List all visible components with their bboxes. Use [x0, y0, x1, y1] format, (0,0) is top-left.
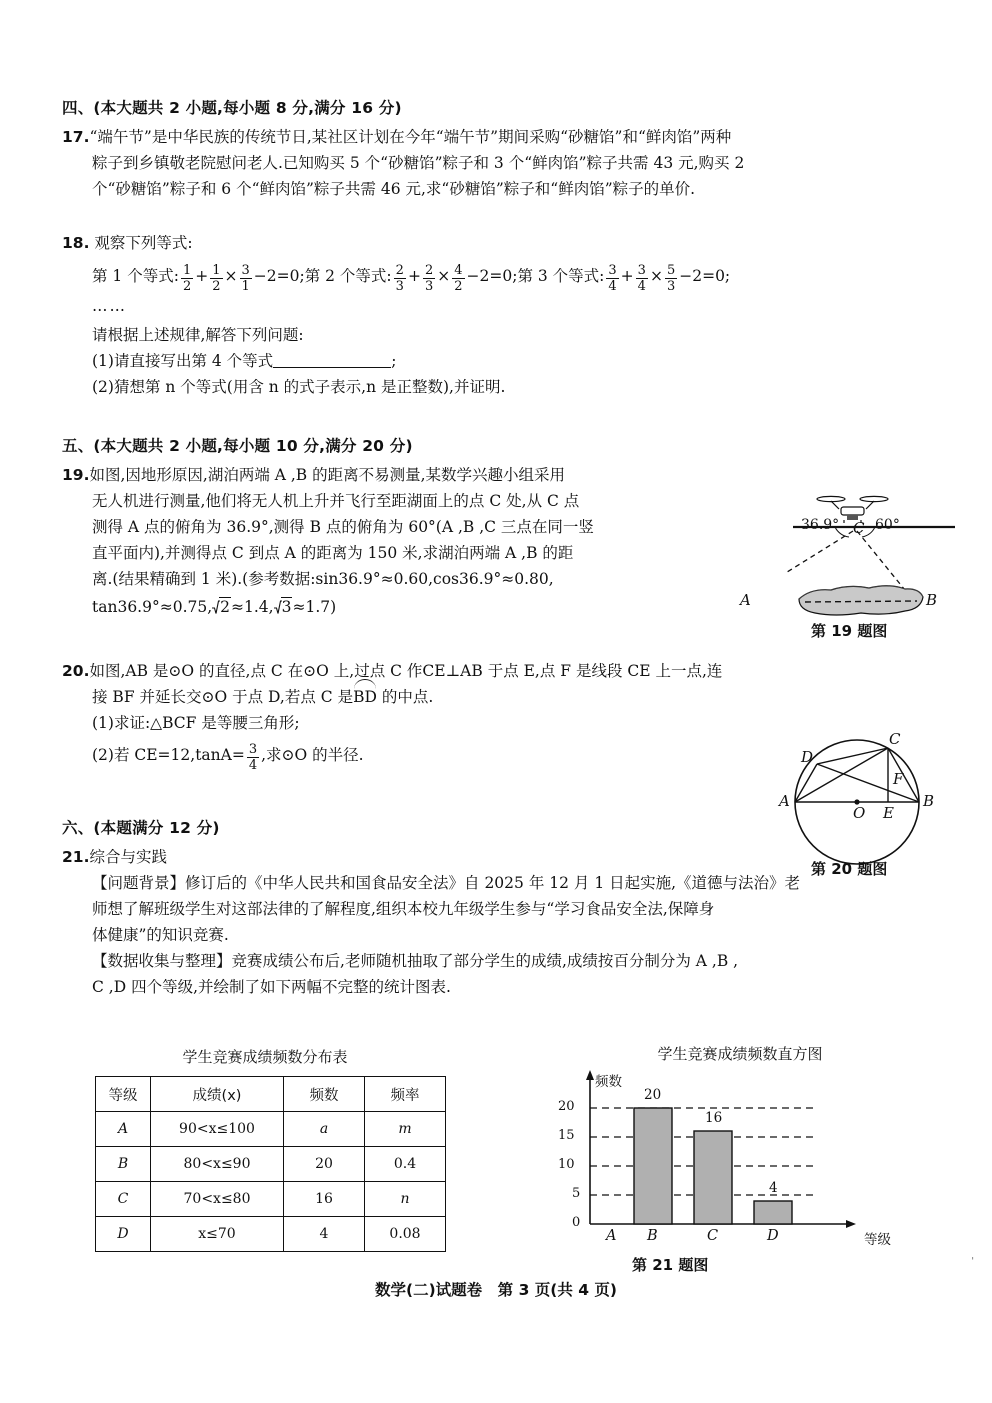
q20-line2-a: 接 BF 并延长交⊙O 于点 D,若点 C 是 — [92, 688, 354, 706]
point-label-e: E — [883, 804, 894, 822]
cell-grade: D — [96, 1217, 151, 1252]
den: 3 — [424, 278, 434, 294]
q19-line-5: 离.(结果精确到 1 米).(参考数据:sin36.9°≈0.60,cos36.9°≈0.80, — [92, 570, 554, 588]
q18-eq2-times: × — [437, 267, 451, 285]
q18-prompt: 请根据上述规律,解答下列问题: — [92, 326, 304, 344]
q18-ellipsis: …… — [92, 297, 127, 315]
x-tick-D: D — [767, 1228, 779, 1244]
q18-stem-text: 观察下列等式: — [94, 234, 193, 252]
cell-rate: m — [365, 1112, 446, 1147]
cell-frequency: a — [284, 1112, 365, 1147]
cell-score: 90<x≤100 — [151, 1112, 284, 1147]
q18-eq1-tail: −2=0; — [253, 267, 305, 285]
den: 3 — [666, 278, 676, 294]
den: 4 — [248, 757, 258, 773]
question-18 — [62, 230, 942, 400]
q18-eq1-frac2 — [210, 264, 222, 294]
den: 3 — [395, 278, 404, 294]
table-header-rate: 频率 — [365, 1077, 446, 1112]
figure-20 — [775, 730, 960, 900]
angle-label-left: 36.9° — [801, 517, 840, 533]
q18-eq2-label: 第 2 个等式: — [304, 267, 392, 285]
point-label-f: F — [893, 770, 904, 788]
cell-frequency: 4 — [284, 1217, 365, 1252]
q18-eq2-tail: −2=0; — [466, 267, 518, 285]
sqrt-2 — [212, 598, 231, 616]
q18-stem — [62, 230, 942, 256]
num: 1 — [212, 262, 221, 278]
den: 2 — [454, 278, 463, 294]
q18-eq2-plus: + — [407, 267, 421, 285]
cell-grade: A — [96, 1112, 151, 1147]
point-label-b: B — [923, 792, 935, 810]
q21-background-label: 【问题背景】 — [92, 874, 186, 892]
figure-20-caption: 第 20 题图 — [811, 860, 888, 878]
num: 2 — [395, 262, 404, 278]
scan-artifact: ' — [971, 1257, 974, 1267]
frequency-table-wrap — [95, 1076, 446, 1252]
q17-text-1: “端午节”是中华民族的传统节日,某社区计划在今年“端午节”期间采购“砂糖馅”和“鲜肉馅”两种 — [89, 128, 732, 146]
q18-eq1-times: × — [224, 267, 238, 285]
den: 1 — [241, 278, 250, 294]
q20-fraction-three-quarters — [247, 743, 259, 773]
point-label-c: C — [853, 519, 865, 537]
x-axis-label: 等级 — [864, 1232, 891, 1248]
q19-line-4: 直平面内),并测得点 C 到点 A 的距离为 150 米,求湖泊两端 A ,B 的距 — [92, 544, 574, 562]
table-header-frequency: 频数 — [284, 1077, 365, 1112]
question-17 — [62, 124, 942, 202]
num: 3 — [637, 262, 646, 278]
q19-line-2: 无人机进行测量,他们将无人机上升并飞行至距湖面上的点 C 处,从 C 点 — [92, 492, 580, 510]
bar-value-C: 16 — [705, 1110, 723, 1126]
q21-data-text-1: 竞赛成绩公布后,老师随机抽取了部分学生的成绩,成绩按百分制分为 A ,B , — [231, 952, 739, 970]
cell-rate: 0.08 — [365, 1217, 446, 1252]
figure-19-caption: 第 19 题图 — [811, 622, 888, 640]
q18-eq3-frac2 — [636, 264, 648, 294]
q18-eq2-frac2 — [423, 264, 435, 294]
section-heading-4: 四、(本大题共 2 小题,每小题 8 分,满分 16 分) — [62, 99, 402, 117]
figure-19 — [740, 487, 962, 652]
cell-rate: 0.4 — [365, 1147, 446, 1182]
q17-line-3: 个“砂糖馅”粽子和 6 个“鲜肉馅”粽子共需 46 元,求“砂糖馅”粽子和“鲜肉馅”粽子的单价. — [92, 180, 696, 198]
cell-grade: B — [96, 1147, 151, 1182]
q21-background-line-3: 体健康”的知识竞赛. — [92, 926, 229, 944]
section-heading-6: 六、(本题满分 12 分) — [62, 819, 220, 837]
bar-chart-title: 学生竞赛成绩频数直方图 — [657, 1045, 823, 1063]
q20-text-1: 如图,AB 是⊙O 的直径,点 C 在⊙O 上,过点 C 作CE⊥AB 于点 E,点 F 是线段 CE 上一点,连 — [89, 662, 723, 680]
figure-21-caption: 第 21 题图 — [632, 1256, 709, 1274]
table-row — [96, 1112, 446, 1147]
point-label-o: O — [853, 804, 866, 822]
q18-eq3-frac1 — [606, 264, 618, 294]
q20-line2-b: 的中点. — [376, 688, 434, 706]
page-footer: 数学(二)试题卷 第 3 页(共 4 页) — [375, 1281, 617, 1299]
q19-line6-pre: tan36.9°≈0.75, — [92, 598, 213, 616]
den: 4 — [608, 278, 617, 294]
angle-label-right: 60° — [875, 517, 900, 533]
bar-value-B: 20 — [644, 1087, 662, 1103]
q19-line6-end: ≈1.7) — [292, 598, 337, 616]
y-tick-15: 15 — [558, 1128, 575, 1143]
q20-sub-1: (1)求证:△BCF 是等腰三角形; — [92, 714, 300, 732]
q18-eq2-frac3 — [452, 264, 464, 294]
q21-data-label: 【数据收集与整理】 — [92, 952, 232, 970]
x-axis-arrow — [846, 1220, 856, 1228]
frequency-table-title: 学生竞赛成绩频数分布表 — [182, 1048, 348, 1066]
table-header-grade: 等级 — [96, 1077, 151, 1112]
den: 4 — [637, 278, 646, 294]
num: 5 — [666, 262, 676, 278]
q20-line-1 — [62, 658, 942, 684]
y-tick-5: 5 — [572, 1186, 581, 1201]
q18-equations — [62, 256, 942, 296]
q18-eq3-tail: −2=0; — [679, 267, 731, 285]
den: 2 — [212, 278, 221, 294]
num: 2 — [424, 262, 434, 278]
q18-sub1-text: (1)请直接写出第 4 个等式 — [92, 352, 274, 370]
den: 2 — [182, 278, 192, 294]
q19-text-1: 如图,因地形原因,湖泊两端 A ,B 的距离不易测量,某数学兴趣小组采用 — [89, 466, 566, 484]
bar-B — [634, 1108, 672, 1224]
q18-sub-1 — [62, 348, 942, 374]
q18-sub-2: (2)猜想第 n 个等式(用含 n 的式子表示,n 是正整数),并证明. — [92, 378, 506, 396]
num: 1 — [182, 262, 192, 278]
q18-eq1-frac1 — [181, 264, 193, 294]
y-tick-10: 10 — [558, 1157, 575, 1172]
table-row — [96, 1147, 446, 1182]
radicand: 3 — [281, 598, 292, 616]
bar-chart — [548, 1068, 938, 1274]
y-axis-arrow — [586, 1070, 594, 1080]
q18-eq1-label: 第 1 个等式: — [92, 267, 179, 285]
q21-number: 21. — [62, 848, 90, 866]
cell-frequency: 20 — [284, 1147, 365, 1182]
table-header-score: 成绩(x) — [151, 1077, 284, 1112]
radicand: 2 — [220, 598, 231, 616]
q20-number: 20. — [62, 662, 90, 680]
point-label-b: B — [926, 591, 938, 609]
q21-background-text-1: 修订后的《中华人民共和国食品安全法》自 2025 年 12 月 1 日起实施,《道德与法治》老 — [185, 874, 801, 892]
q18-answer-blank[interactable] — [273, 352, 391, 368]
q18-eq2-frac1 — [394, 264, 406, 294]
y-axis-label: 频数 — [595, 1074, 622, 1090]
point-label-c: C — [889, 730, 901, 748]
point-label-a: A — [779, 792, 790, 810]
lake-shape — [799, 586, 923, 615]
table-row — [96, 1217, 446, 1252]
cell-score: x≤70 — [151, 1217, 284, 1252]
bar-C — [694, 1131, 732, 1224]
point-label-a: A — [740, 591, 751, 609]
q19-line-1 — [62, 462, 782, 488]
cell-rate: n — [365, 1182, 446, 1217]
q20-line-2 — [62, 684, 942, 710]
q21-data-line-2: C ,D 四个等级,并绘制了如下两幅不完整的统计图表. — [92, 978, 451, 996]
q19-line-6 — [62, 592, 782, 622]
q21-data-line-1 — [62, 948, 942, 974]
segment-db — [817, 764, 919, 802]
num: 3 — [608, 262, 617, 278]
section-heading-5: 五、(本大题共 2 小题,每小题 10 分,满分 20 分) — [62, 437, 413, 455]
table-row — [96, 1182, 446, 1217]
num: 4 — [454, 262, 463, 278]
q19-line6-mid: ≈1.4, — [231, 598, 274, 616]
num: 3 — [241, 262, 250, 278]
q19-line-3: 测得 A 点的俯角为 36.9°,测得 B 点的俯角为 60°(A ,B ,C 三点在同一竖 — [92, 518, 594, 536]
frequency-table — [95, 1076, 446, 1252]
point-label-d: D — [801, 748, 814, 766]
q17-line-1 — [62, 124, 942, 150]
q18-eq1-frac3 — [240, 264, 252, 294]
q18-sub1-semicolon: ; — [391, 352, 397, 370]
num: 3 — [248, 741, 258, 757]
bar-D — [754, 1201, 792, 1224]
x-tick-C: C — [707, 1228, 719, 1244]
q18-eq3-frac3 — [665, 264, 677, 294]
q21-title: 综合与实践 — [89, 848, 167, 866]
bar-value-D: 4 — [769, 1180, 778, 1196]
y-tick-20: 20 — [558, 1099, 575, 1114]
y-tick-0: 0 — [572, 1215, 581, 1230]
q21-background-line-2: 师想了解班级学生对这部法律的了解程度,组织本校九年级学生参与“学习食品安全法,保障身 — [92, 900, 715, 918]
q18-eq3-times: × — [649, 267, 663, 285]
q18-number: 18. — [62, 234, 90, 252]
arc-bd: BD — [353, 684, 377, 710]
cell-score: 80<x≤90 — [151, 1147, 284, 1182]
sqrt-3 — [274, 598, 293, 616]
q18-eq3-plus: + — [620, 267, 634, 285]
cell-score: 70<x≤80 — [151, 1182, 284, 1217]
q20-sub2-b: ,求⊙O 的半径. — [261, 746, 364, 764]
q17-line-2: 粽子到乡镇敬老院慰问老人.已知购买 5 个“砂糖馅”粽子和 3 个“鲜肉馅”粽子共需 43 元,购买 2 — [92, 154, 745, 172]
cell-frequency: 16 — [284, 1182, 365, 1217]
segment-cd — [817, 748, 888, 764]
cell-grade: C — [96, 1182, 151, 1217]
x-tick-A: A — [606, 1228, 617, 1244]
q18-eq3-label: 第 3 个等式: — [517, 267, 605, 285]
q18-eq1-plus: + — [195, 267, 209, 285]
q17-number: 17. — [62, 128, 90, 146]
table-header-row — [96, 1077, 446, 1112]
q19-number: 19. — [62, 466, 90, 484]
x-tick-B: B — [647, 1228, 658, 1244]
q20-sub2-a: (2)若 CE=12,tanA= — [92, 746, 245, 764]
